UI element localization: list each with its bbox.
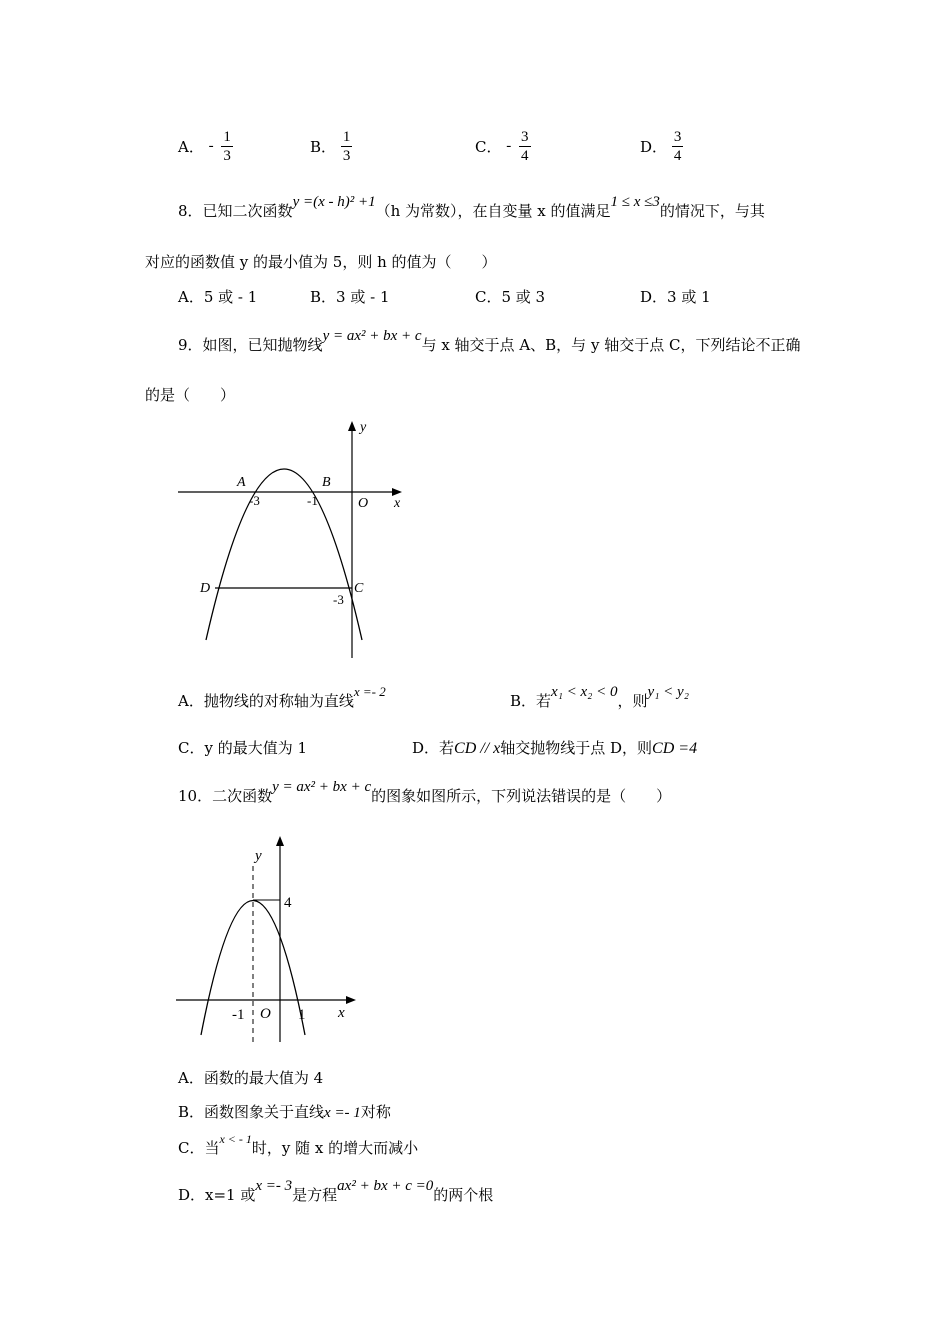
- x-axis-arrow-icon: [392, 488, 402, 496]
- q9-opt-b-formula2: y₁ < y₂: [647, 684, 689, 700]
- q10-option-b: B．函数图象关于直线x =- 1对称: [178, 1103, 391, 1121]
- q9-opt-d-formula2: CD =4: [652, 740, 698, 757]
- q8-option-a: A．5 或 - 1: [178, 288, 258, 306]
- point-b-label: B: [322, 475, 331, 490]
- q8-option-b: B．3 或 - 1: [310, 288, 390, 306]
- tick-label-1: 1: [298, 1007, 306, 1023]
- q9-stem-line2: 的是（ ）: [145, 386, 236, 404]
- q10-opt-b-formula: x =- 1: [324, 1105, 361, 1121]
- q9-opt-d-formula1: CD // x: [454, 740, 501, 757]
- y-axis-arrow-icon: [348, 421, 356, 431]
- point-d-label: D: [200, 581, 211, 596]
- fraction: $\frac{3}{4}$: [673, 129, 682, 164]
- q10-option-c: C．当$^{x < - 1}$时，y 随 x 的增大而减小: [178, 1132, 419, 1157]
- q7-option-b: B． $\frac{1}{3}$: [310, 129, 351, 164]
- tick-label-neg3: -3: [249, 493, 260, 508]
- x-axis-arrow-icon: [346, 996, 356, 1004]
- q8-option-c: C．5 或 3: [475, 288, 546, 306]
- y-axis-arrow-icon: [276, 836, 284, 846]
- y-axis-label: y: [360, 420, 367, 435]
- tick-label-neg1: -1: [232, 1007, 245, 1023]
- fraction: $\frac{1}{3}$: [223, 129, 231, 164]
- parabola-curve: [206, 469, 362, 640]
- tick-label-c: -3: [333, 592, 344, 607]
- q7-option-c: C． - $\frac{3}{4}$: [475, 129, 529, 164]
- q9-option-c: C．y 的最大值为 1: [178, 739, 308, 757]
- q8-option-d: D．3 或 1: [640, 288, 711, 306]
- fraction: $\frac{1}{3}$: [342, 129, 351, 164]
- q10-stem: 10．二次函数y = ax² + bx + c的图象如图所示，下列说法错误的是（ ）: [178, 779, 672, 805]
- q7-option-a: A． - $\frac{1}{3}$: [178, 129, 231, 164]
- q7-option-d: D． $\frac{3}{4}$: [640, 129, 682, 164]
- q9-stem-line1: 9．如图，已知抛物线y = ax² + bx + c与 x 轴交于点 A、B，与 y 轴交于点 C，下列结论不正确: [178, 328, 801, 354]
- tick-label-neg1: -1: [307, 493, 318, 508]
- point-a-label: A: [237, 475, 246, 490]
- q10-opt-d-formula1: x =- 3: [255, 1178, 293, 1194]
- q8-stem-line1: 8．已知二次函数y =(x - h)² +1（h 为常数），在自变量 x 的值满足1 ≤ x ≤3的情况下，与其: [178, 194, 765, 220]
- q9-option-a: A．抛物线的对称轴为直线x =- 2: [178, 684, 386, 710]
- y-axis-label: y: [255, 848, 262, 864]
- q8-stem-line2: 对应的函数值 y 的最小值为 5，则 h 的值为（ ）: [145, 253, 497, 271]
- q9-opt-a-formula: x =- 2: [353, 684, 386, 699]
- point-c-label: C: [354, 581, 364, 596]
- q9-option-d: D．若CD // x轴交抛物线于点 D，则CD =4: [412, 739, 698, 757]
- q10-option-a: A．函数的最大值为 4: [178, 1069, 324, 1087]
- x-axis-label: x: [338, 1005, 345, 1021]
- q9-formula: y = ax² + bx + c: [322, 328, 422, 344]
- origin-label: O: [260, 1006, 271, 1022]
- q9-opt-b-formula1: x₁ < x₂ < 0: [551, 684, 618, 700]
- q9-parabola-figure: [170, 415, 420, 665]
- q10-opt-d-formula2: ax² + bx + c =0: [337, 1178, 434, 1194]
- fraction: $\frac{3}{4}$: [521, 129, 529, 164]
- tick-label-4: 4: [284, 895, 292, 911]
- q10-formula: y = ax² + bx + c: [272, 779, 372, 795]
- q10-option-d: D．x=1 或x =- 3是方程ax² + bx + c =0的两个根: [178, 1178, 494, 1204]
- q10-parabola-figure: [170, 830, 370, 1045]
- q10-opt-c-formula: x < - 1: [219, 1132, 252, 1146]
- q9-option-b: B．若x₁ < x₂ < 0，则y₁ < y₂: [510, 684, 689, 710]
- q8-range: 1 ≤ x ≤3: [610, 194, 660, 210]
- origin-label: O: [358, 496, 369, 511]
- x-axis-label: x: [394, 496, 401, 511]
- q8-formula: y =(x - h)² +1: [292, 194, 376, 210]
